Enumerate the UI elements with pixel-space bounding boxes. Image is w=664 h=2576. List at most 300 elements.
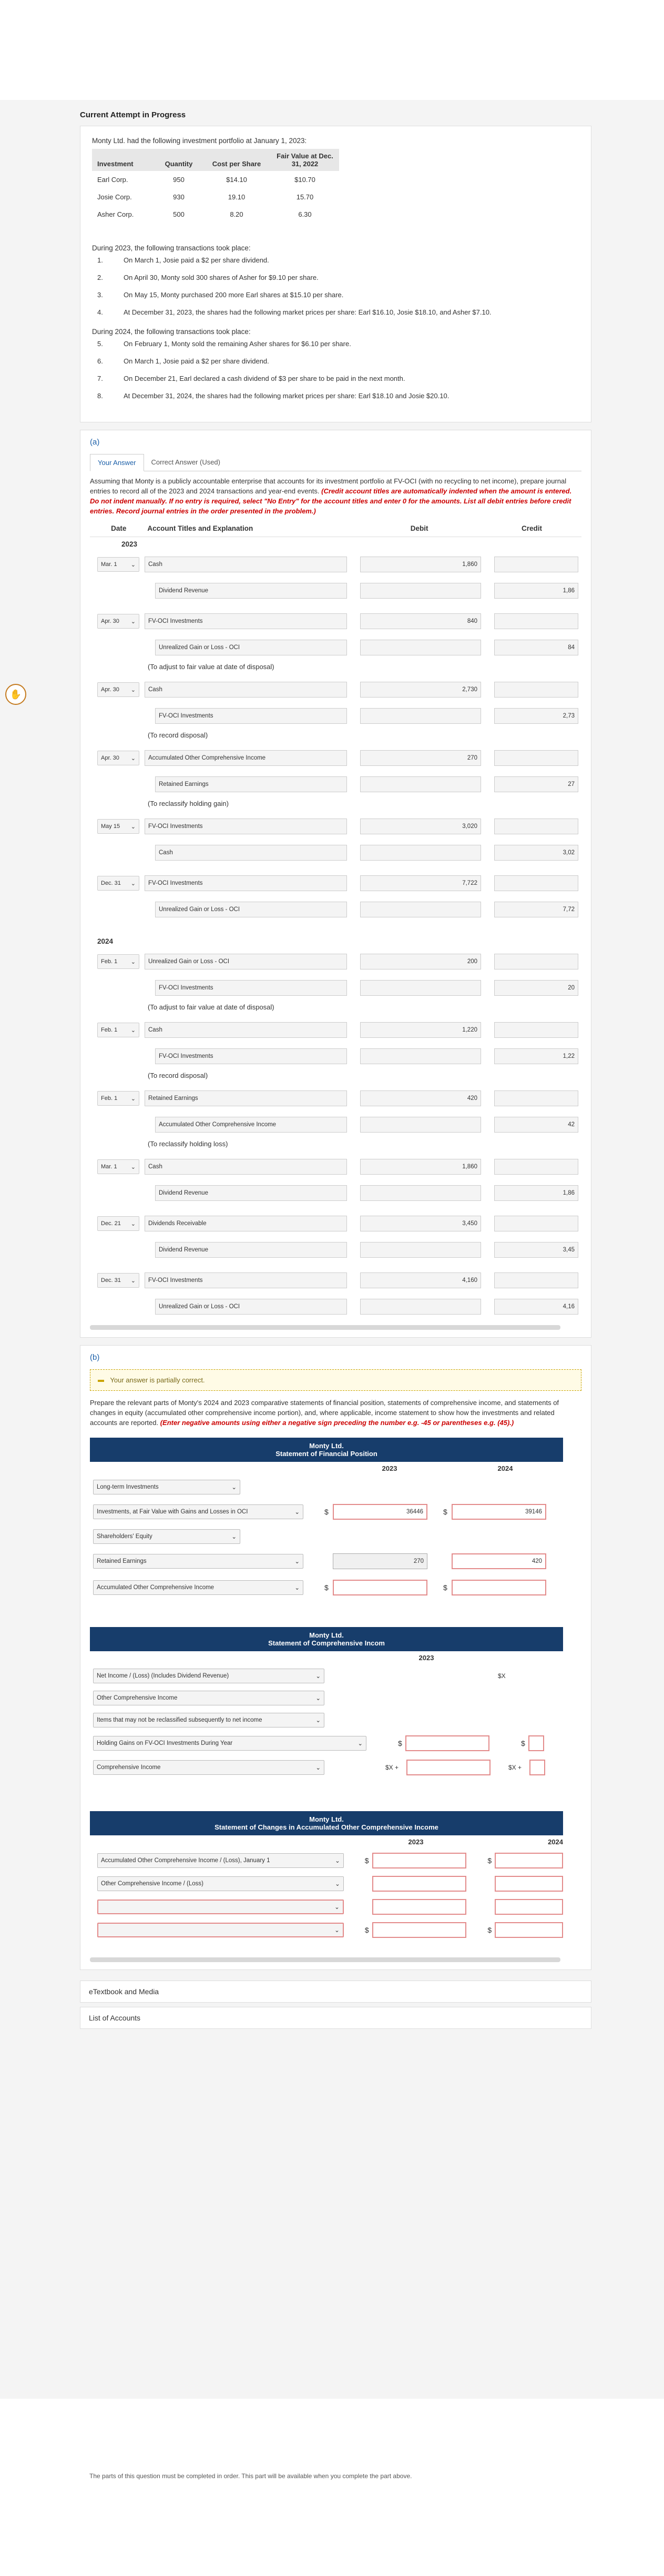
sci-comprehensive-2023-input[interactable] xyxy=(406,1760,491,1775)
part-b-card xyxy=(80,1345,591,1970)
journal-header xyxy=(90,520,581,537)
portfolio-cell: 930 xyxy=(173,193,185,201)
sci-row-holding-gains[interactable]: Holding Gains on FV-OCI Investments During Year ⌄ xyxy=(93,1736,366,1751)
horizontal-scrollbar[interactable] xyxy=(90,1325,560,1330)
account-title-input[interactable]: Unrealized Gain or Loss - OCI xyxy=(145,954,347,969)
credit-input[interactable]: 42 xyxy=(494,1117,578,1133)
date-select[interactable] xyxy=(97,819,139,834)
dollar-sign: $ xyxy=(324,1583,329,1592)
journal-entry xyxy=(90,608,581,672)
sci-statement xyxy=(90,1627,563,1780)
scaoci-header xyxy=(90,1811,563,1835)
debit-input[interactable]: 1,860 xyxy=(360,557,481,572)
account-title-input[interactable]: Cash xyxy=(145,682,347,698)
journal-entry xyxy=(90,745,581,809)
col-account-header: Account Titles and Explanation xyxy=(147,524,253,533)
transaction-item xyxy=(92,256,579,264)
credit-input[interactable] xyxy=(494,682,578,698)
dollar-sign: $ xyxy=(324,1507,329,1516)
sfp-col-2024: 2024 xyxy=(497,1464,513,1473)
portfolio-cell: 19.10 xyxy=(228,193,246,201)
debit-input[interactable] xyxy=(360,708,481,724)
scaoci-col-2023: 2023 xyxy=(408,1838,424,1846)
transaction-text: On March 1, Josie paid a $2 per share dividend. xyxy=(124,256,269,264)
part-b-instructions-text: Prepare the relevant parts of Monty's 2024 and 2023 comparative statements of financial position, statements of comprehensive income, and statements of changes in equity (accumulated other comprehensive income portion), and, where applicable, income statement to show how the investments and related accounts are reported. xyxy=(90,1399,559,1427)
credit-input[interactable]: 3,02 xyxy=(494,845,578,861)
debit-input[interactable]: 3,020 xyxy=(360,819,481,834)
credit-input[interactable] xyxy=(494,1022,578,1038)
sfp-row-investments-fvoci[interactable]: Investments, at Fair Value with Gains and Losses in OCI ⌄ xyxy=(93,1504,303,1519)
journal-memo: (To record disposal) xyxy=(148,1071,208,1079)
dollar-sign: $ xyxy=(487,1856,492,1865)
journal-line xyxy=(90,1154,581,1180)
sfp-investments-2024-input[interactable]: 39146 xyxy=(452,1504,546,1520)
tab-correct-answer[interactable]: Correct Answer (Used) xyxy=(151,458,220,466)
transaction-item xyxy=(92,392,579,400)
sfp-row-shareholders-equity[interactable]: Shareholders' Equity ⌄ xyxy=(93,1529,240,1544)
account-title-input[interactable]: FV-OCI Investments xyxy=(155,1048,347,1064)
sfp-investments-2023-input[interactable]: 36446 xyxy=(333,1504,427,1520)
journal-line xyxy=(90,813,581,840)
part-a-card xyxy=(80,430,591,1338)
scaoci-row-blank1[interactable] xyxy=(97,1900,344,1914)
portfolio-cell: Josie Corp. xyxy=(97,193,132,201)
account-title-input[interactable]: Unrealized Gain or Loss - OCI xyxy=(155,902,347,917)
journal-line xyxy=(90,1017,581,1043)
debit-input[interactable] xyxy=(360,640,481,655)
scaoci-blank1-2023-input[interactable] xyxy=(372,1899,467,1915)
date-value: Apr. 30 xyxy=(101,686,119,693)
part-b-label: (b) xyxy=(90,1353,100,1362)
dollar-sign: $ xyxy=(364,1856,369,1865)
sfp-statement xyxy=(90,1438,563,1601)
portfolio-cell: $14.10 xyxy=(226,176,247,184)
account-title-input[interactable]: FV-OCI Investments xyxy=(145,613,347,629)
date-value: Dec. 31 xyxy=(101,1277,121,1284)
sci-row-items-not-reclassified[interactable]: Items that may not be reclassified subsequently to net income ⌄ xyxy=(93,1713,324,1728)
chevron-down-icon: ⌄ xyxy=(294,1558,300,1565)
main-content xyxy=(74,100,591,2033)
col-date-header: Date xyxy=(111,524,127,533)
dollar-sign: $ xyxy=(398,1739,402,1747)
scaoci-blank2-2023-input[interactable] xyxy=(372,1922,467,1938)
transaction-text: At December 31, 2024, the shares had the following market prices per share: Earl $18.10 and Josie $20.10. xyxy=(124,392,450,400)
sci-header xyxy=(90,1627,563,1651)
chevron-down-icon: ⌄ xyxy=(130,686,136,693)
col-investment: Investment xyxy=(92,149,155,171)
problem-intro: Monty Ltd. had the following investment portfolio at January 1, 2023: xyxy=(92,137,307,145)
credit-input[interactable] xyxy=(494,1090,578,1106)
chevron-down-icon: ⌄ xyxy=(231,1484,237,1491)
portfolio-cell: 8.20 xyxy=(230,210,243,218)
journal-line xyxy=(90,1043,581,1069)
dollar-sign: $ xyxy=(443,1583,447,1592)
sci-company: Monty Ltd. xyxy=(309,1631,344,1639)
journal-line xyxy=(90,578,581,604)
journal-line xyxy=(90,1085,581,1112)
journal-line xyxy=(90,1267,581,1294)
sfp-company: Monty Ltd. xyxy=(309,1441,344,1450)
account-title-input[interactable]: Retained Earnings xyxy=(145,1090,347,1106)
account-title-input[interactable]: Retained Earnings xyxy=(155,776,347,792)
scaoci-company: Monty Ltd. xyxy=(309,1815,344,1823)
credit-input[interactable]: 84 xyxy=(494,640,578,655)
date-value: Feb. 1 xyxy=(101,958,118,965)
sfp-aoci-2023-input[interactable] xyxy=(333,1580,427,1595)
col-debit-header: Debit xyxy=(410,524,428,533)
credit-input[interactable]: 3,45 xyxy=(494,1242,578,1258)
sci-comprehensive-2024-input[interactable] xyxy=(529,1760,545,1775)
transaction-text: On March 1, Josie paid a $2 per share dividend. xyxy=(124,357,269,365)
journal-entry xyxy=(90,1267,581,1320)
sfp-title: Statement of Financial Position xyxy=(275,1449,377,1458)
date-select[interactable] xyxy=(97,682,139,697)
footer xyxy=(0,2399,664,2576)
attempt-title: Current Attempt in Progress xyxy=(80,110,186,119)
dollar-sign: $ xyxy=(521,1739,525,1747)
sfp-row-long-term-investments[interactable]: Long-term Investments ⌄ xyxy=(93,1480,240,1494)
sfp-col-2023: 2023 xyxy=(382,1464,397,1473)
debit-input[interactable] xyxy=(360,902,481,917)
account-title-input[interactable]: FV-OCI Investments xyxy=(145,819,347,834)
chevron-down-icon: ⌄ xyxy=(315,1717,321,1724)
chevron-down-icon: ⌄ xyxy=(130,880,136,887)
transaction-number: 5. xyxy=(97,340,103,348)
journal-memo: (To adjust to fair value at date of disposal) xyxy=(148,662,274,671)
account-title-input[interactable]: Unrealized Gain or Loss - OCI xyxy=(155,1299,347,1315)
account-title-input[interactable]: Cash xyxy=(145,1159,347,1175)
transaction-text: On December 21, Earl declared a cash dividend of $3 per share to be paid in the next month. xyxy=(124,375,405,382)
sci-sx: $X xyxy=(498,1672,506,1680)
account-title-input[interactable]: FV-OCI Investments xyxy=(155,708,347,724)
account-title-input[interactable]: FV-OCI Investments xyxy=(145,1272,347,1288)
debit-input[interactable] xyxy=(360,1185,481,1201)
col-quantity: Quantity xyxy=(155,149,202,171)
transaction-item xyxy=(92,308,579,316)
portfolio-row xyxy=(92,171,339,188)
year-2024-label: 2024 xyxy=(97,937,114,946)
transaction-number: 2. xyxy=(97,274,103,281)
date-select[interactable] xyxy=(97,876,139,891)
journal-line xyxy=(90,975,581,1001)
sci-sxplus: $X + xyxy=(508,1763,522,1771)
transaction-number: 1. xyxy=(97,256,103,264)
part-a-instructions-text: Assuming that Monty is a publicly accountable enterprise that accounts for its investment portfolio at FV-OCI (with no recycling to net income), prepare journal entries to record all of the 2023 and 2024 transactions and year-end events. xyxy=(90,477,567,495)
portfolio-cell: Earl Corp. xyxy=(97,176,128,184)
sci-row-net-income[interactable]: Net Income / (Loss) (Includes Dividend Revenue) ⌄ xyxy=(93,1669,324,1683)
scaoci-row-oci[interactable]: Other Comprehensive Income / (Loss) ⌄ xyxy=(97,1876,344,1891)
journal-line xyxy=(90,1210,581,1237)
journal-entry xyxy=(90,948,581,1013)
date-value: Mar. 1 xyxy=(101,561,117,568)
account-title-input[interactable]: Cash xyxy=(155,845,347,861)
horizontal-scrollbar-b[interactable] xyxy=(90,1957,560,1962)
year-2023-label: 2023 xyxy=(121,540,138,549)
sfp-row-retained-earnings[interactable]: Retained Earnings ⌄ xyxy=(93,1554,303,1569)
portfolio-cell: 950 xyxy=(173,176,185,184)
portfolio-cell: Asher Corp. xyxy=(97,210,134,218)
date-select[interactable] xyxy=(97,751,139,765)
credit-input[interactable] xyxy=(494,750,578,766)
transaction-text: At December 31, 2023, the shares had the following market prices per share: Earl $16.10, Josie $18.10, and Asher $7.10. xyxy=(124,308,492,316)
account-title-input[interactable]: Accumulated Other Comprehensive Income xyxy=(145,750,347,766)
debit-input[interactable] xyxy=(360,583,481,599)
credit-input[interactable]: 1,86 xyxy=(494,1185,578,1201)
part-a-instructions-red: (Credit account titles are automatically indented when the amount is entered. Do not indent manually. If no entry is required, select "No Entry" for the account titles and enter 0 for the amounts. List all debit entries before credit entries. Record journal entries in the order presented in the problem.) xyxy=(90,487,572,515)
date-select[interactable] xyxy=(97,614,139,629)
journal-entry xyxy=(90,1017,581,1081)
debit-input[interactable]: 200 xyxy=(360,954,481,969)
sci-col-headers xyxy=(90,1651,563,1665)
dollar-sign: $ xyxy=(443,1507,447,1516)
scaoci-statement xyxy=(90,1811,563,1942)
portfolio-row xyxy=(92,206,339,223)
debit-input[interactable]: 840 xyxy=(360,613,481,629)
account-title-input[interactable]: Dividend Revenue xyxy=(155,1185,347,1201)
chevron-down-icon: ⌄ xyxy=(130,1164,136,1170)
journal-line xyxy=(90,771,581,797)
journal-entry xyxy=(90,813,581,866)
journal-line xyxy=(90,634,581,661)
debit-input[interactable] xyxy=(360,980,481,996)
account-title-input[interactable]: FV-OCI Investments xyxy=(145,875,347,891)
date-value: May 15 xyxy=(101,823,120,830)
date-select[interactable] xyxy=(97,954,139,969)
sfp-retained-earnings-2024-input[interactable]: 420 xyxy=(452,1553,546,1569)
scaoci-row-blank2[interactable] xyxy=(97,1923,344,1937)
partial-icon xyxy=(98,1380,104,1382)
sci-row-oci[interactable]: Other Comprehensive Income ⌄ xyxy=(93,1691,324,1705)
debit-input[interactable]: 270 xyxy=(360,750,481,766)
transactions-2023 xyxy=(92,256,579,316)
scaoci-oci-2024-input[interactable] xyxy=(495,1876,563,1892)
partial-text: Your answer is partially correct. xyxy=(110,1376,205,1385)
journal-line xyxy=(90,676,581,703)
date-select[interactable] xyxy=(97,1159,139,1174)
journal-line xyxy=(90,1294,581,1320)
debit-input[interactable]: 7,722 xyxy=(360,875,481,891)
journal-entry xyxy=(90,676,581,741)
date-select[interactable] xyxy=(97,1091,139,1106)
problem-card xyxy=(80,126,591,422)
scaoci-row-aoci-jan1[interactable]: Accumulated Other Comprehensive Income / (Loss), January 1 ⌄ xyxy=(97,1853,344,1868)
chevron-down-icon: ⌄ xyxy=(315,1673,321,1680)
account-title-input[interactable]: Dividend Revenue xyxy=(155,583,347,599)
scaoci-blank1-2024-input[interactable] xyxy=(495,1899,563,1915)
sfp-retained-earnings-2023-input[interactable]: 270 xyxy=(333,1553,427,1569)
chevron-down-icon: ⌄ xyxy=(130,755,136,762)
transaction-item xyxy=(92,291,579,299)
scaoci-oci-2023-input[interactable] xyxy=(372,1876,467,1892)
credit-input[interactable] xyxy=(494,875,578,891)
chevron-down-icon: ⌄ xyxy=(130,618,136,625)
credit-input[interactable]: 7,72 xyxy=(494,902,578,917)
credit-input[interactable]: 20 xyxy=(494,980,578,996)
transaction-text: On May 15, Monty purchased 200 more Earl shares at $15.10 per share. xyxy=(124,291,344,299)
journal-line xyxy=(90,870,581,896)
sci-row-comprehensive-income[interactable]: Comprehensive Income ⌄ xyxy=(93,1760,324,1775)
transaction-item xyxy=(92,340,579,348)
sfp-row-aoci[interactable]: Accumulated Other Comprehensive Income ⌄ xyxy=(93,1580,303,1595)
date-value: Feb. 1 xyxy=(101,1095,118,1102)
debit-input[interactable]: 2,730 xyxy=(360,682,481,698)
scaoci-col-headers xyxy=(90,1835,563,1849)
debit-input[interactable] xyxy=(360,776,481,792)
journal-line xyxy=(90,745,581,771)
date-select[interactable] xyxy=(97,557,139,572)
scaoci-blank2-2024-input[interactable] xyxy=(495,1922,563,1938)
journal-line xyxy=(90,608,581,634)
part-b-instructions xyxy=(90,1398,581,1428)
debit-input[interactable]: 420 xyxy=(360,1090,481,1106)
debit-input[interactable]: 3,450 xyxy=(360,1216,481,1231)
credit-input[interactable] xyxy=(494,819,578,834)
account-title-input[interactable]: Dividend Revenue xyxy=(155,1242,347,1258)
journal-line xyxy=(90,948,581,975)
sci-col-2023: 2023 xyxy=(418,1654,434,1662)
journal-line xyxy=(90,1112,581,1138)
sci-title: Statement of Comprehensive Incom xyxy=(268,1639,385,1647)
journal-line xyxy=(90,1180,581,1206)
sfp-aoci-2024-input[interactable] xyxy=(452,1580,546,1595)
credit-input[interactable]: 2,73 xyxy=(494,708,578,724)
answer-tabs xyxy=(90,454,581,471)
chevron-down-icon: ⌄ xyxy=(130,1277,136,1284)
scaoci-jan1-2023-input[interactable] xyxy=(372,1853,467,1868)
portfolio-cell: 6.30 xyxy=(298,210,312,218)
during-2024: During 2024, the following transactions took place: xyxy=(92,328,251,336)
sci-holding-gains-2024-input[interactable] xyxy=(528,1735,544,1751)
credit-input[interactable] xyxy=(494,954,578,969)
transactions-2024 xyxy=(92,340,579,400)
chevron-down-icon: ⌄ xyxy=(315,1695,321,1702)
journal-line xyxy=(90,896,581,923)
chevron-down-icon: ⌄ xyxy=(335,1857,340,1864)
journal-entry xyxy=(90,551,581,604)
transaction-text: On April 30, Monty sold 300 shares of Asher for $9.10 per share. xyxy=(124,274,319,281)
during-2023: During 2023, the following transactions took place: xyxy=(92,244,251,252)
scaoci-col-2024: 2024 xyxy=(548,1838,563,1846)
journal-memo: (To reclassify holding gain) xyxy=(148,799,229,807)
chevron-down-icon: ⌄ xyxy=(130,958,136,965)
credit-input[interactable]: 4,16 xyxy=(494,1299,578,1315)
account-title-input[interactable]: FV-OCI Investments xyxy=(155,980,347,996)
chevron-down-icon: ⌄ xyxy=(335,1881,340,1887)
transaction-number: 7. xyxy=(97,375,103,382)
account-title-input[interactable]: Accumulated Other Comprehensive Income xyxy=(155,1117,347,1133)
journal-memo: (To record disposal) xyxy=(148,731,208,739)
date-value: Dec. 21 xyxy=(101,1220,121,1227)
chevron-down-icon: ⌄ xyxy=(130,1220,136,1227)
chevron-down-icon: ⌄ xyxy=(130,823,136,830)
date-select[interactable] xyxy=(97,1273,139,1288)
journal-line xyxy=(90,703,581,729)
account-title-input[interactable]: Dividends Receivable xyxy=(145,1216,347,1231)
transaction-item xyxy=(92,375,579,382)
portfolio-table xyxy=(92,149,339,223)
portfolio-row xyxy=(92,188,339,206)
journal-memo: (To reclassify holding loss) xyxy=(148,1139,228,1148)
journal-entries xyxy=(90,551,581,1320)
credit-input[interactable]: 1,22 xyxy=(494,1048,578,1064)
debit-input[interactable] xyxy=(360,1117,481,1133)
credit-input[interactable]: 27 xyxy=(494,776,578,792)
list-of-accounts-link[interactable]: List of Accounts xyxy=(80,2007,591,2029)
sci-sxplus: $X + xyxy=(385,1763,399,1771)
dollar-sign: $ xyxy=(364,1925,369,1934)
debit-input[interactable] xyxy=(360,1048,481,1064)
sfp-col-headers xyxy=(90,1462,563,1476)
date-value: Apr. 30 xyxy=(101,618,119,625)
scaoci-jan1-2024-input[interactable] xyxy=(495,1853,563,1868)
date-value: Dec. 31 xyxy=(101,880,121,887)
journal-line xyxy=(90,551,581,578)
transaction-number: 8. xyxy=(97,392,103,400)
date-value: Mar. 1 xyxy=(101,1164,117,1170)
part-a-instructions xyxy=(90,477,581,516)
portfolio-cell: 15.70 xyxy=(296,193,314,201)
date-value: Apr. 30 xyxy=(101,755,119,762)
chevron-down-icon: ⌄ xyxy=(357,1740,363,1747)
partial-correct-banner xyxy=(90,1369,581,1391)
debit-input[interactable]: 1,220 xyxy=(360,1022,481,1038)
credit-input[interactable] xyxy=(494,613,578,629)
account-title-input[interactable]: Cash xyxy=(145,1022,347,1038)
footer-notice: The parts of this question must be completed in order. This part will be available when you complete the part above. xyxy=(89,2472,412,2480)
debit-input[interactable] xyxy=(360,1242,481,1258)
debit-input[interactable]: 4,160 xyxy=(360,1272,481,1288)
journal-line xyxy=(90,1237,581,1263)
credit-input[interactable] xyxy=(494,557,578,572)
etextbook-link[interactable]: eTextbook and Media xyxy=(80,1981,591,2003)
account-title-input[interactable]: Cash xyxy=(145,557,347,572)
sci-holding-gains-2023-input[interactable] xyxy=(405,1735,489,1751)
debit-input[interactable] xyxy=(360,845,481,861)
col-credit-header: Credit xyxy=(522,524,543,533)
chevron-down-icon: ⌄ xyxy=(130,561,136,568)
transaction-number: 6. xyxy=(97,357,103,365)
chevron-down-icon: ⌄ xyxy=(294,1509,300,1516)
sfp-header xyxy=(90,1438,563,1462)
accessibility-icon[interactable]: ✋ xyxy=(5,684,26,705)
credit-input[interactable] xyxy=(494,1216,578,1231)
transaction-item xyxy=(92,274,579,281)
tab-your-answer[interactable]: Your Answer xyxy=(90,454,144,471)
credit-input[interactable] xyxy=(494,1159,578,1175)
chevron-down-icon: ⌄ xyxy=(130,1095,136,1102)
transaction-number: 3. xyxy=(97,291,103,299)
col-fair-value: Fair Value at Dec. 31, 2022 xyxy=(271,149,339,171)
date-select[interactable] xyxy=(97,1023,139,1037)
journal-memo: (To adjust to fair value at date of disposal) xyxy=(148,1003,274,1011)
debit-input[interactable] xyxy=(360,1299,481,1315)
part-a-label: (a) xyxy=(90,438,100,447)
journal-entry xyxy=(90,1085,581,1149)
portfolio-cell: $10.70 xyxy=(294,176,315,184)
chevron-down-icon: ⌄ xyxy=(231,1533,237,1540)
date-value: Feb. 1 xyxy=(101,1027,118,1034)
transaction-text: On February 1, Monty sold the remaining Asher shares for $6.10 per share. xyxy=(124,340,351,348)
chevron-down-icon: ⌄ xyxy=(334,1927,340,1934)
debit-input[interactable]: 1,860 xyxy=(360,1159,481,1175)
account-title-input[interactable]: Unrealized Gain or Loss - OCI xyxy=(155,640,347,655)
journal-entry xyxy=(90,1154,581,1206)
credit-input[interactable]: 1,86 xyxy=(494,583,578,599)
date-select[interactable] xyxy=(97,1216,139,1231)
credit-input[interactable] xyxy=(494,1272,578,1288)
chevron-down-icon: ⌄ xyxy=(130,1027,136,1034)
top-bar xyxy=(0,0,664,100)
